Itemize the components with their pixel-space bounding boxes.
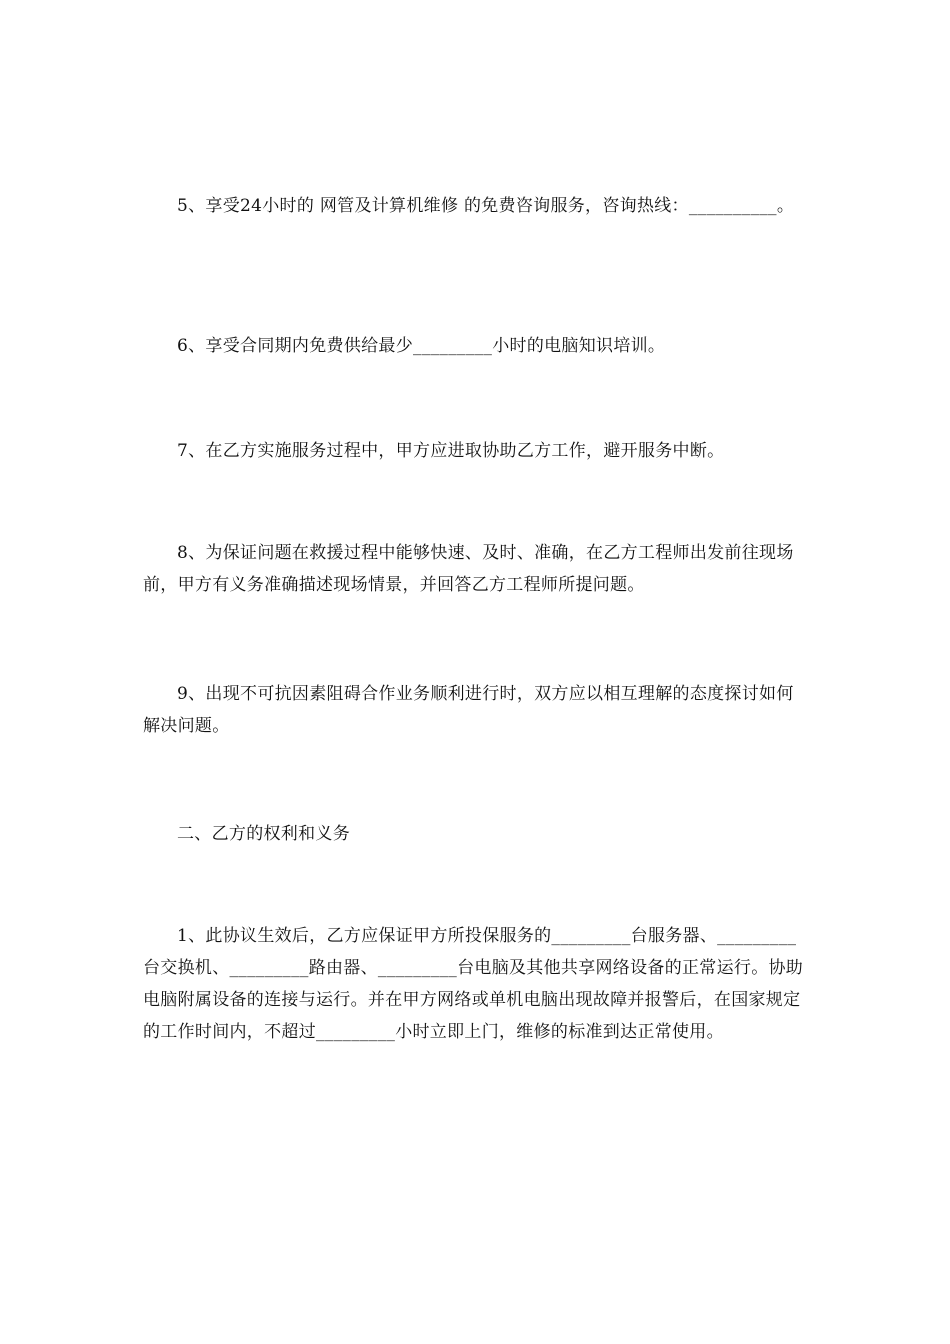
paragraph-item-5: 5、享受24小时的 网管及计算机维修 的免费咨询服务，咨询热线：__________。 xyxy=(177,196,795,216)
paragraph-item-6: 6、享受合同期内免费供给最少_________小时的电脑知识培训。 xyxy=(177,336,666,356)
paragraph-item-9: 9、出现不可抗因素阻碍合作业务顺利进行时，双方应以相互理解的态度探讨如何解决问题。 xyxy=(143,684,794,736)
paragraph-section2-item-1: 1、此协议生效后，乙方应保证甲方所投保服务的_________台服务器、_________台交换机、_________路由器、_________台电脑及其他共享网络设备的正常运行。协助电脑附属设备的连接与运行。并在甲方网络或单机电脑出现故障并报警后，在国家规定的工作时间内，不超过_________小时立即上门，维修的标准到达正常使用。 xyxy=(143,926,804,1042)
paragraph-item-8: 8、为保证问题在救援过程中能够快速、及时、准确，在乙方工程师出发前往现场前，甲方有义务准确描述现场情景，并回答乙方工程师所提问题。 xyxy=(143,543,794,595)
section-heading: 二、乙方的权利和义务 xyxy=(177,824,350,844)
paragraph-item-7: 7、在乙方实施服务过程中，甲方应进取协助乙方工作，避开服务中断。 xyxy=(177,441,725,461)
